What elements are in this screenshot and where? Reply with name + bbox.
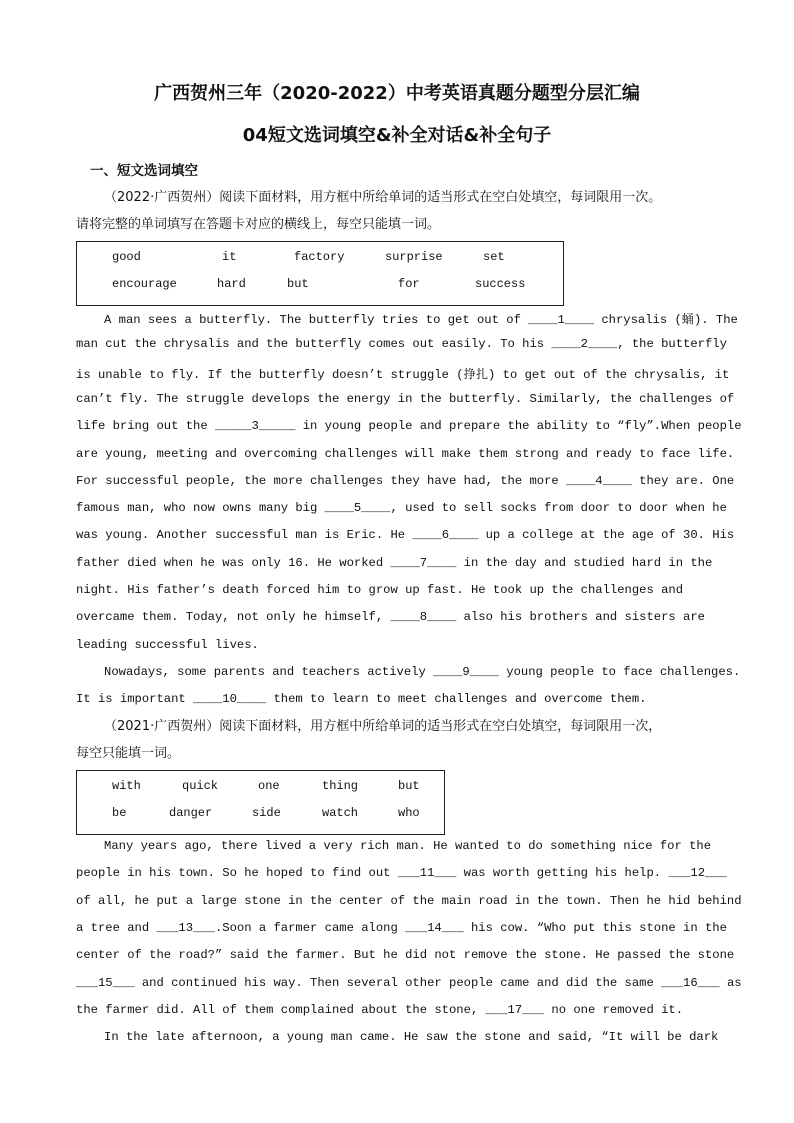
word-box-item: factory — [294, 250, 345, 264]
passage-text: is unable to fly. If the butterfly doesn’t struggle (挣扎) to get out of the chrysalis, it — [76, 367, 730, 382]
passage-text: in young people and prepare the ability to “fly”.When people — [295, 419, 742, 434]
word-box-item: good — [112, 250, 141, 264]
passage-line — [104, 310, 738, 327]
passage-text: life bring out the — [76, 419, 215, 434]
word-box-item: set — [483, 250, 505, 264]
passage-line — [76, 447, 734, 461]
passage-line — [76, 583, 683, 597]
passage-line — [104, 665, 740, 679]
answer-blank[interactable]: ___11___ — [397, 866, 457, 881]
passage-text: man cut the chrysalis and the butterfly comes out easily. To his — [76, 337, 552, 352]
answer-blank[interactable]: ____2____ — [551, 337, 618, 352]
passage-line — [76, 692, 646, 706]
answer-blank[interactable]: ___16___ — [661, 975, 720, 990]
word-box-item: it — [222, 250, 237, 264]
answer-blank[interactable]: ___17___ — [485, 1002, 545, 1017]
passage-text: , used to sell socks from door to door when he — [390, 501, 727, 516]
answer-blank[interactable]: ___14___ — [405, 920, 464, 935]
passage-line — [76, 528, 734, 542]
passage-line — [76, 501, 727, 515]
passage-text: Many years ago, there lived a very rich man. He wanted to do something nice for the — [104, 839, 712, 853]
passage-text: in the day and studied hard in the — [456, 555, 713, 570]
passage-text: famous man, who now owns many big — [76, 501, 325, 516]
passage-text: are young, meeting and overcoming challenges will make them strong and ready to face life. — [76, 446, 735, 461]
passage-text: young people to face challenges. — [498, 664, 741, 679]
passage-line — [76, 976, 742, 990]
answer-blank[interactable]: ____4____ — [566, 473, 632, 488]
document-title: 广西贺州三年（2020-2022）中考英语真题分题型分层汇编 — [154, 83, 640, 104]
passage-line — [76, 1003, 683, 1017]
document-subtitle: 04短文选词填空&补全对话&补全句子 — [242, 125, 552, 146]
passage-line — [76, 866, 727, 880]
passage-text: center of the road?” said the farmer. But he did not remove the stone. He passed the stone — [76, 948, 735, 963]
passage-line — [76, 419, 742, 433]
answer-blank[interactable]: ___15___ — [76, 975, 135, 990]
answer-blank[interactable]: ____7____ — [390, 555, 457, 570]
word-box-item: danger — [169, 806, 213, 820]
word-box-item: success — [475, 277, 526, 291]
passage-line — [76, 474, 734, 488]
passage-line — [76, 337, 727, 351]
passage-text: , the butterfly — [617, 337, 727, 352]
passage-line — [76, 948, 734, 962]
passage-text: A man sees a butterfly. The butterfly tries to get out of — [104, 313, 529, 327]
word-box-item: thing — [322, 779, 359, 793]
passage-text: the farmer did. All of them complained about the stone, — [76, 1002, 486, 1017]
word-box-item: encourage — [112, 277, 177, 291]
passage-line — [104, 1030, 718, 1044]
passage-text: of all, he put a large stone in the center of the main road in the town. Then he hid behind — [76, 893, 742, 908]
passage-line — [76, 556, 712, 570]
passage-text: they are. One — [631, 473, 735, 488]
passage-text: people in his town. So he hoped to find out — [76, 866, 398, 881]
passage-text: father died when he was only 16. He worked — [76, 555, 391, 570]
passage-line — [76, 365, 729, 382]
passage-text: was worth getting his help. — [456, 866, 669, 881]
word-box-item: side — [252, 806, 281, 820]
passage-text: .Soon a farmer came along — [214, 920, 406, 935]
passage-text: can’t fly. The struggle develops the energy in the butterfly. Similarly, the challenges of — [76, 391, 735, 406]
answer-blank[interactable]: ___12___ — [668, 866, 727, 881]
passage-line — [76, 638, 259, 652]
word-box-item: but — [398, 779, 420, 793]
answer-blank[interactable]: ____1____ — [528, 313, 595, 327]
passage-text: Nowadays, some parents and teachers actively — [104, 664, 434, 679]
word-box-item: but — [287, 277, 309, 291]
word-box-item: one — [258, 779, 280, 793]
passage-text: them to learn to meet challenges and overcome them. — [266, 692, 647, 707]
word-box-item: be — [112, 806, 127, 820]
passage-text: chrysalis (蛹). The — [594, 313, 738, 327]
passage-text: was young. Another successful man is Eric. He — [76, 528, 413, 543]
passage-line — [76, 894, 742, 908]
passage-text: as — [719, 975, 742, 990]
instruction-2022-line1: （2022·广西贺州）阅读下面材料，用方框中所给单词的适当形式在空白处填空，每词限用一次。 — [104, 190, 662, 205]
instruction-2021-line2: 每空只能填一词。 — [76, 746, 181, 761]
word-box-item: hard — [217, 277, 246, 291]
word-box-2021 — [76, 770, 445, 835]
passage-text: leading successful lives. — [76, 637, 259, 652]
instruction-2021-line1: （2021·广西贺州）阅读下面材料，用方框中所给单词的适当形式在空白处填空，每词限用一次， — [104, 719, 662, 734]
passage-line — [76, 392, 734, 406]
passage-text: overcame them. Today, not only he himself, — [76, 610, 391, 625]
passage-line — [104, 839, 711, 853]
word-box-item: with — [112, 779, 141, 793]
word-box-item: watch — [322, 806, 359, 820]
passage-text: It is important — [76, 692, 194, 707]
answer-blank[interactable]: _____3_____ — [214, 419, 296, 434]
word-box-2022 — [76, 241, 564, 306]
passage-text: no one removed it. — [544, 1002, 684, 1017]
section-heading: 一、短文选词填空 — [90, 163, 198, 179]
word-box-item: for — [398, 277, 420, 291]
instruction-2022-line2: 请将完整的单词填写在答题卡对应的横线上，每空只能填一词。 — [76, 217, 441, 232]
word-box-item: who — [398, 806, 420, 820]
word-box-item: quick — [182, 779, 219, 793]
passage-text: and continued his way. Then several other people came and did the same — [134, 975, 662, 990]
passage-line — [76, 921, 727, 935]
passage-text: In the late afternoon, a young man came. He saw the stone and said, “It will be dark — [104, 1030, 719, 1045]
passage-text: For successful people, the more challenges they have had, the more — [76, 473, 567, 488]
passage-text: a tree and — [76, 920, 157, 935]
answer-blank[interactable]: ____5____ — [324, 501, 391, 516]
answer-blank[interactable]: ____9____ — [433, 664, 499, 679]
passage-text: up a college at the age of 30. His — [478, 528, 735, 543]
word-box-item: surprise — [385, 250, 443, 264]
answer-blank[interactable]: ___13___ — [156, 920, 215, 935]
passage-text: night. His father’s death forced him to grow up fast. He took up the challenges and — [76, 583, 684, 597]
answer-blank[interactable]: ____8____ — [390, 610, 457, 625]
answer-blank[interactable]: ____6____ — [412, 528, 479, 543]
passage-text: his cow. “Who put this stone in the — [463, 920, 727, 935]
answer-blank[interactable]: ____10____ — [193, 692, 267, 707]
passage-text: also his brothers and sisters are — [456, 610, 705, 625]
passage-line — [76, 610, 705, 624]
